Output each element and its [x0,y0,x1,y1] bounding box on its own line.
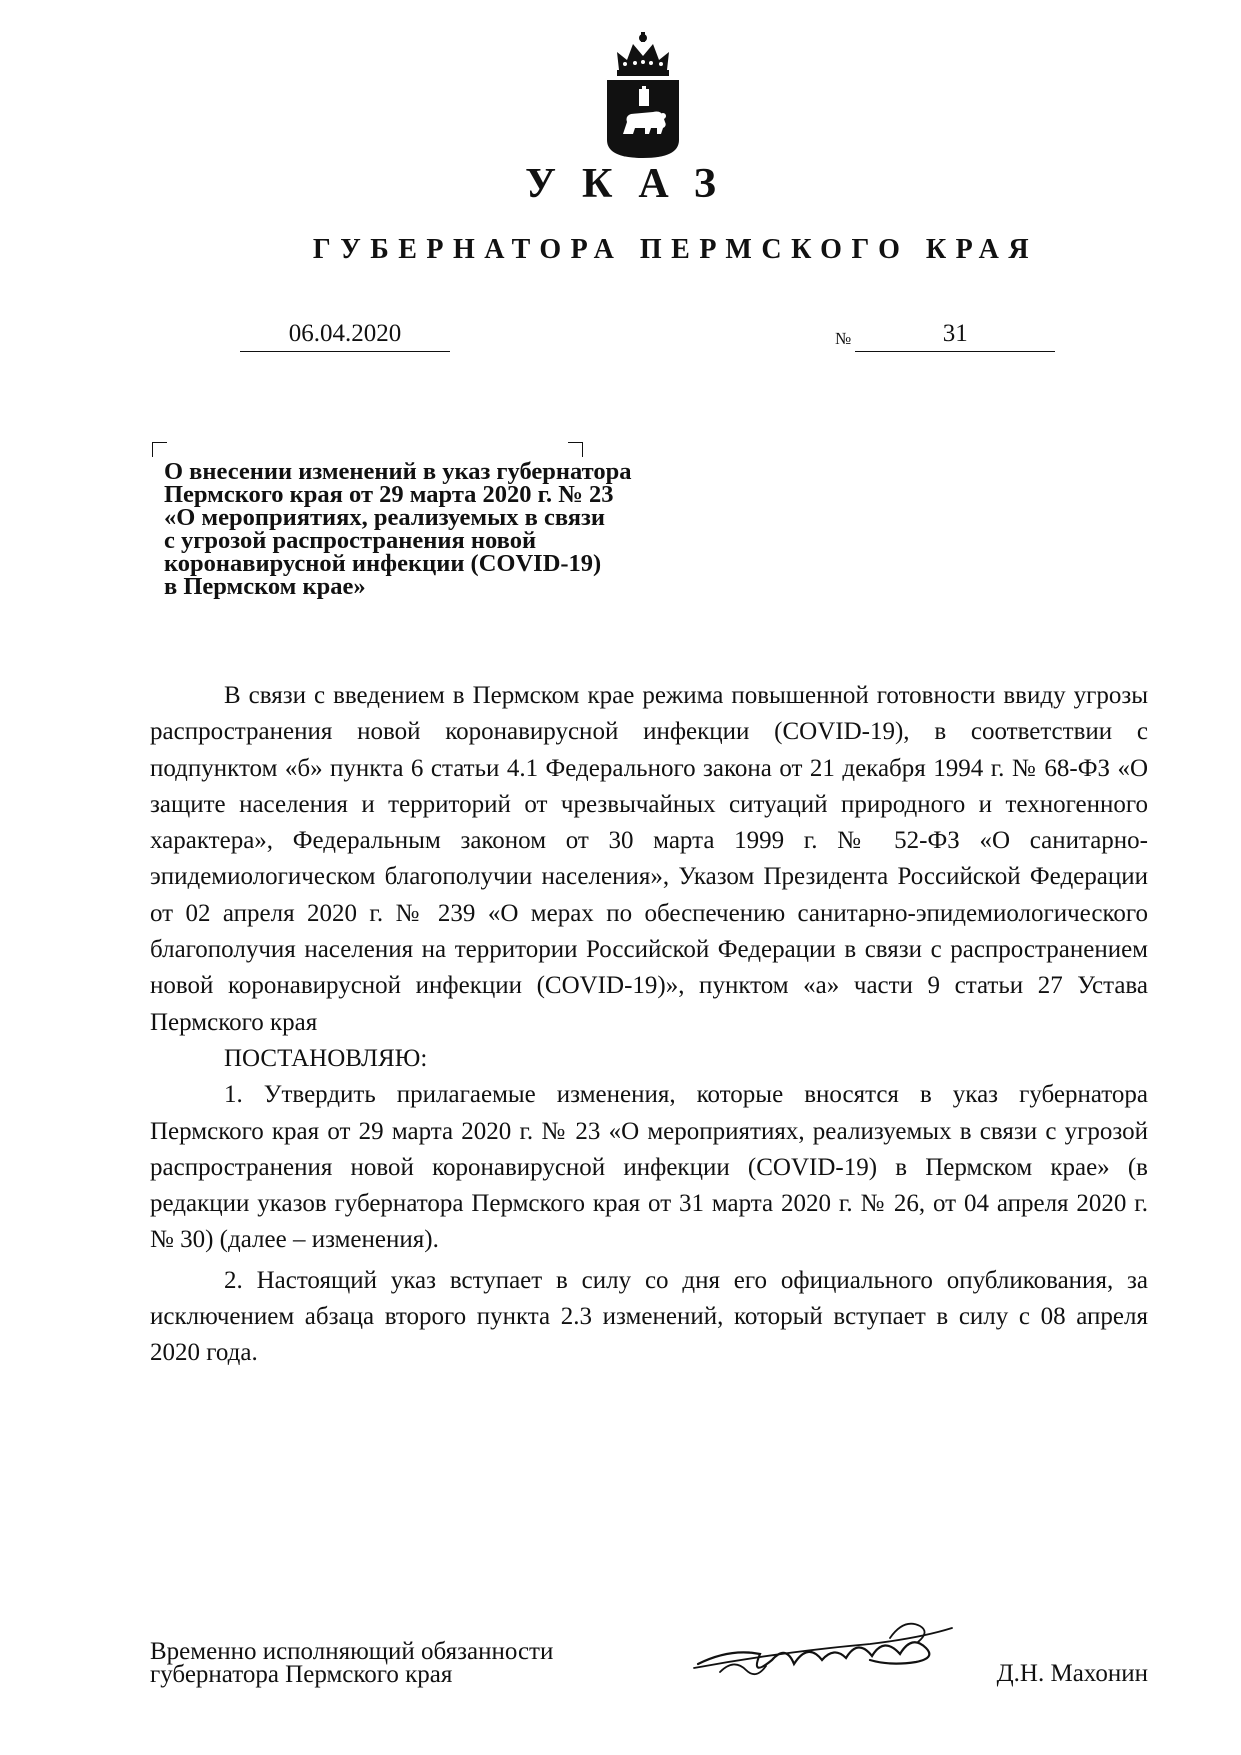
document-date: 06.04.2020 [240,320,450,352]
preamble-paragraph: В связи с введением в Пермском крае режима повышенной готовности ввиду угрозы распространения новой коронавирусной инфекции (COVID-19), в соответствии с подпунктом «б» пункта 6 статьи 4.1 Федерального закона от 21 декабря 1994 г. № 68-ФЗ «О защите населения и территорий от чрезвычайных ситуаций природного и техногенного характера», Федеральным законом от 30 марта 1999 г. № 52-ФЗ «О санитарно-эпидемиологическом благополучии населения», Указом Президента Российской Федерации от 02 апреля 2020 г. № 239 «О мерах по обеспечению санитарно-эпидемиологического благополучия населения на территории Российской Федерации в связи с распространением новой коронавирусной инфекции (COVID-19)», пунктом «а» части 9 статьи 27 Устава Пермского края [150,682,1148,1036]
document-title [164,460,744,598]
number-sign: № [835,329,852,348]
document-body [150,678,1148,1372]
decree-word: ПОСТАНОВЛЯЮ: [224,1044,428,1072]
document-number-field [835,320,1065,352]
signatory-position-line: губернатора Пермского края [150,1661,453,1688]
title-line: «О мероприятиях, реализуемых в связи [164,504,605,531]
title-line: с угрозой распространения новой [164,527,537,554]
title-line: в Пермском крае» [164,573,366,600]
signatory-position-line: Временно исполняющий обязанности [150,1638,554,1665]
issuer-heading: ГУБЕРНАТОРА ПЕРМСКОГО КРАЯ [312,234,1039,265]
document-type-heading: УКАЗ [525,161,742,207]
title-line: Пермского края от 29 марта 2020 г. № 23 [164,481,614,508]
title-corner-mark-left [152,442,167,457]
title-line: коронавирусной инфекции (COVID-19) [164,550,602,577]
perm-krai-coat-of-arms-icon [605,30,681,160]
title-line: О внесении изменений в указ губернатора [164,458,632,485]
handwritten-signature-icon [690,1608,960,1688]
title-corner-mark-right [568,442,583,457]
clause-1-paragraph: 1. Утвердить прилагаемые изменения, которые вносятся в указ губернатора Пермского края от 29 марта 2020 г. № 23 «О мероприятиях, реализуемых в связи с угрозой распространения новой коронавирусной инфекции (COVID-19) в Пермском крае» (в редакции указов губернатора Пермского края от 31 марта 2020 г. № 26, от 04 апреля 2020 г. № 30) (далее – изменения). [150,1081,1148,1254]
signature-block [150,1640,1148,1686]
clause-2-paragraph: 2. Настоящий указ вступает в силу со дня его официального опубликования, за исключением абзаца второго пункта 2.3 изменений, который вступает в силу с 08 апреля 2020 года. [150,1266,1148,1367]
signatory-name: Д.Н. Махонин [996,1660,1148,1687]
document-number: 31 [855,320,1055,352]
